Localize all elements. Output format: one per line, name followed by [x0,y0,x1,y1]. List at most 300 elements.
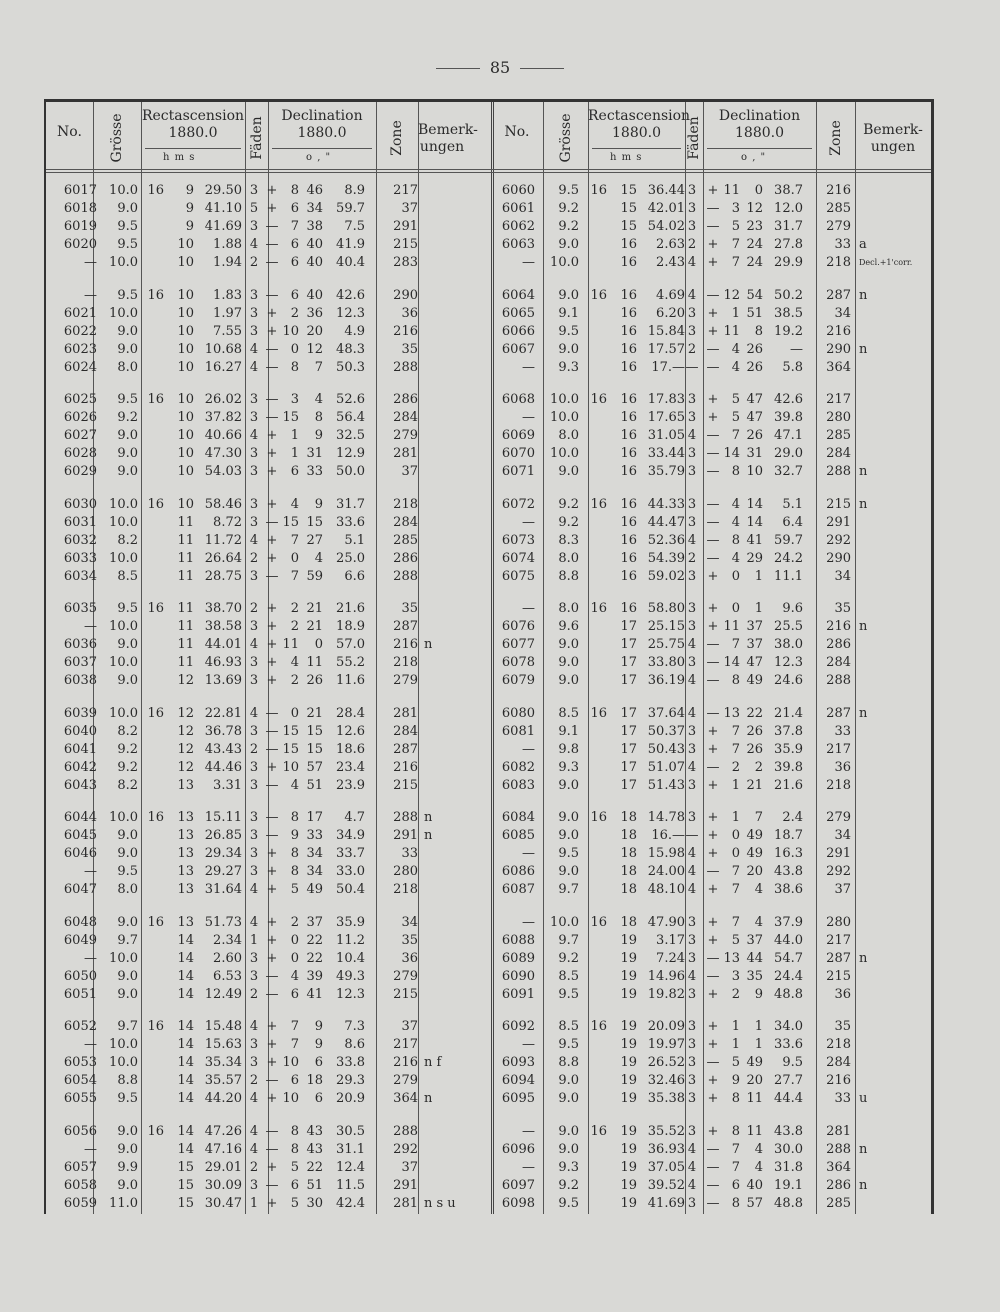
catalog-row [491,636,931,654]
ra-minutes: 14 [177,1091,194,1106]
dec-arcminutes: 31 [746,446,763,461]
dec-degrees: 8 [731,1195,740,1211]
dec-arcminutes: 9 [754,986,763,1002]
ra-seconds: 44.47 [647,514,685,530]
threads-count: 4 [249,705,259,721]
header-faeden: Fäden [686,116,702,160]
ra-minutes: 14 [177,1037,194,1052]
dec-arcminutes: 4 [754,1159,763,1175]
catalog-row [491,550,931,568]
star-number: 6064 [501,287,535,303]
magnitude: 9.5 [117,287,138,303]
zone-number: 37 [401,1159,418,1175]
ra-minutes: 17 [620,759,637,775]
ra-subheader-rule [145,148,241,149]
dec-degrees: 15 [282,741,299,757]
star-number: 6091 [501,986,535,1002]
threads-count: 3 [249,619,259,634]
threads-count: 4 [687,428,697,443]
dec-degrees: 9 [290,828,299,843]
zone-number: 291 [393,219,418,234]
catalog-row [491,618,931,636]
dec-arcminutes: 7 [754,810,763,825]
dec-arcseconds: 42.6 [336,287,365,303]
ra-seconds: 29.50 [204,183,242,198]
dec-arcseconds: 7.5 [344,219,365,234]
zone-number: 281 [393,1195,418,1211]
zone-number: 218 [393,655,418,670]
ra-seconds: 41.69 [647,1195,685,1211]
magnitude: 10.0 [109,550,138,566]
threads-count: 3 [687,568,697,584]
dec-degrees: 0 [290,341,299,357]
dec-sign: — [706,464,720,479]
zone-number: 217 [826,392,851,407]
star-number: 6042 [63,759,97,775]
dec-arcseconds: 19.2 [774,323,803,339]
dec-degrees: 1 [731,810,740,825]
star-number: 6044 [63,810,97,825]
ra-minutes: 10 [177,237,194,252]
star-number: — [84,1141,97,1157]
threads-count: 4 [249,914,259,930]
threads-count: 4 [687,1141,697,1157]
remarks: n [424,1091,433,1106]
ra-minutes: 13 [177,914,194,930]
star-number: 6026 [63,410,97,425]
dec-degrees: 7 [731,1141,740,1157]
ra-seconds: 1.94 [213,255,242,270]
zone-number: 286 [826,1177,851,1193]
dec-arcminutes: 26 [746,359,763,375]
ra-minutes: 11 [177,550,194,566]
dec-sign: + [707,1091,719,1106]
threads-count: 3 [249,950,259,966]
dec-arcseconds: 5.1 [782,496,803,512]
star-number: 6028 [63,446,97,461]
dec-arcminutes: 1 [754,1019,763,1034]
remarks: n [859,619,868,634]
catalog-row [46,514,486,532]
ra-minutes: 10 [177,255,194,270]
catalog-row [46,391,486,409]
ra-minutes: 12 [177,673,194,688]
ra-seconds: 16.— [651,828,685,843]
zone-number: 33 [834,237,851,252]
magnitude: 9.5 [117,601,138,616]
threads-count: — [685,359,699,375]
dec-arcminutes: 1 [754,601,763,616]
star-number: 6061 [501,201,535,216]
dec-arcseconds: 42.4 [336,1195,365,1211]
zone-number: 279 [393,968,418,984]
catalog-row [46,881,486,899]
dec-arcminutes: 36 [306,305,323,321]
catalog-row [46,236,486,254]
star-number: 6040 [63,723,97,739]
zone-number: 292 [826,864,851,879]
magnitude: 9.2 [117,410,138,425]
dec-degrees: 4 [290,496,299,512]
dec-arcseconds: 21.4 [774,705,803,721]
threads-count: 4 [687,287,697,303]
magnitude: 9.5 [558,846,579,861]
dec-sign: + [707,619,719,634]
ra-minutes: 10 [177,305,194,321]
threads-count: 3 [249,446,259,461]
ra-minutes: 16 [620,428,637,443]
star-number: 6024 [63,359,97,375]
star-number: 6072 [501,496,535,512]
dec-arcseconds: 18.6 [336,741,365,757]
dec-sign: + [707,846,719,861]
magnitude: 8.5 [117,568,138,584]
magnitude: 9.0 [558,1091,579,1106]
dec-arcminutes: 37 [306,914,323,930]
ra-minutes: 18 [620,810,637,825]
header-no: No. [57,124,82,140]
zone-number: 217 [826,932,851,948]
dec-degrees: 8 [290,183,299,198]
dec-arcseconds: 12.4 [336,1159,365,1175]
ra-minutes: 10 [177,287,194,303]
ra-minutes: 19 [620,1073,637,1088]
dec-arcminutes: 21 [306,601,323,616]
dec-degrees: 11 [723,619,740,634]
dec-arcseconds: 33.0 [336,864,365,879]
dec-degrees: 6 [290,237,299,252]
ra-minutes: 13 [177,777,194,793]
ra-minutes: 11 [177,514,194,530]
dec-arcseconds: 59.7 [336,201,365,216]
dec-degrees: 9 [731,1073,740,1088]
catalog-row [491,445,931,463]
ra-minutes: 19 [620,1195,637,1211]
ra-seconds: 2.63 [656,237,685,252]
dec-degrees: 13 [723,705,740,721]
dec-arcminutes: 9 [314,428,323,443]
catalog-row [46,218,486,236]
catalog-row [46,759,486,777]
zone-number: 364 [393,1091,418,1106]
dec-sign: + [266,201,278,216]
magnitude: 10.0 [109,619,138,634]
magnitude: 8.8 [558,568,579,584]
star-number: 6065 [501,305,535,321]
dec-sign: — [706,219,720,234]
dec-sign: — [706,359,720,375]
zone-number: 35 [401,601,418,616]
dec-sign: — [706,532,720,548]
catalog-row [46,1123,486,1141]
star-number: 6097 [501,1177,535,1193]
catalog-row [46,532,486,550]
threads-count: 2 [687,550,697,566]
dec-arcminutes: 59 [306,568,323,584]
dec-sign: + [707,777,719,793]
ra-seconds: 47.16 [204,1141,242,1157]
catalog-row [46,809,486,827]
dec-arcseconds: 7.3 [344,1019,365,1034]
zone-number: 291 [393,828,418,843]
magnitude: 9.2 [558,514,579,530]
ra-seconds: 44.46 [204,759,242,775]
star-number: 6060 [501,183,535,198]
dec-degrees: 8 [731,1123,740,1139]
dec-arcminutes: 49 [746,846,763,861]
magnitude: 9.3 [558,359,579,375]
dec-arcseconds: 50.4 [336,882,365,897]
dec-sign: — [265,341,279,357]
zone-number: 215 [826,968,851,984]
zone-number: 36 [834,759,851,775]
dec-arcseconds: 23.9 [336,777,365,793]
ra-seconds: 25.15 [647,619,685,634]
dec-degrees: 6 [290,255,299,270]
dec-degrees: 3 [731,968,740,984]
ra-seconds: 47.90 [647,914,685,930]
zone-number: 284 [826,1055,851,1070]
catalog-row [491,287,931,305]
catalog-row [491,1177,931,1195]
star-number: 6037 [63,655,97,670]
catalog-row [46,568,486,586]
star-number: 6034 [63,568,97,584]
dec-degrees: 7 [290,1019,299,1034]
star-number: 6080 [501,705,535,721]
magnitude: 9.5 [117,864,138,879]
dec-arcseconds: 9.5 [782,1055,803,1070]
ra-hours: 16 [147,914,164,930]
dec-sign: + [266,1159,278,1175]
ra-seconds: 1.88 [213,237,242,252]
star-number: 6027 [63,428,97,443]
ra-minutes: 14 [177,968,194,984]
catalog-row [46,777,486,795]
ra-minutes: 10 [177,341,194,357]
zone-number: 216 [826,619,851,634]
magnitude: 9.0 [117,1123,138,1139]
star-number: 6047 [63,882,97,897]
star-number: 6071 [501,464,535,479]
ra-minutes: 16 [620,550,637,566]
ra-hours: 16 [147,183,164,198]
star-number: 6021 [63,305,97,321]
dec-sign: + [266,673,278,688]
ra-hours: 16 [147,1019,164,1034]
ra-minutes: 10 [177,359,194,375]
magnitude: 8.0 [558,550,579,566]
dec-arcseconds: 48.3 [336,341,365,357]
catalog-row [46,1195,486,1213]
dec-subheader-rule [272,148,372,149]
ra-minutes: 15 [177,1177,194,1193]
ra-seconds: 59.02 [647,568,685,584]
dec-arcseconds: 27.7 [774,1073,803,1088]
catalog-row [491,914,931,932]
catalog-row [46,359,486,377]
ra-seconds: 17.83 [647,392,685,407]
dec-arcseconds: 38.6 [774,882,803,897]
threads-count: 3 [249,759,259,775]
dec-degrees: 5 [731,410,740,425]
star-number: — [84,864,97,879]
ra-seconds: 8.72 [213,514,242,530]
threads-count: 4 [249,428,259,443]
dec-arcminutes: 9 [314,496,323,512]
zone-number: 288 [393,568,418,584]
dec-degrees: 1 [290,428,299,443]
magnitude: 10.0 [109,305,138,321]
catalog-row [46,986,486,1004]
ra-minutes: 17 [620,777,637,793]
catalog-row [491,1036,931,1054]
star-number: — [522,1037,535,1052]
threads-count: 3 [687,219,697,234]
dec-degrees: 5 [731,1055,740,1070]
zone-number: 34 [834,568,851,584]
header-ra-units: h m s [610,152,643,163]
ra-hours: 16 [147,601,164,616]
star-number: 6088 [501,932,535,948]
magnitude: 9.0 [117,1177,138,1193]
ra-minutes: 10 [177,410,194,425]
ra-minutes: 12 [177,723,194,739]
ra-minutes: 16 [620,446,637,461]
dec-arcseconds: 49.3 [336,968,365,984]
dec-sign: — [265,1123,279,1139]
dec-degrees: 4 [731,341,740,357]
magnitude: 9.0 [558,673,579,688]
catalog-row [491,236,931,254]
star-number: 6035 [63,601,97,616]
ra-seconds: 31.05 [647,428,685,443]
dec-arcseconds: 4.7 [344,810,365,825]
dec-sign: — [706,287,720,303]
star-number: 6058 [63,1177,97,1193]
dec-degrees: 1 [290,446,299,461]
dec-sign: + [707,392,719,407]
dec-arcseconds: 39.8 [774,410,803,425]
dec-degrees: 5 [290,1159,299,1175]
ra-minutes: 19 [620,1037,637,1052]
dec-sign: — [706,550,720,566]
zone-number: 216 [393,323,418,339]
magnitude: 8.0 [117,359,138,375]
zone-number: 281 [826,1123,851,1139]
ra-seconds: 29.27 [204,864,242,879]
dec-sign: + [707,1073,719,1088]
dec-sign: + [266,1195,278,1211]
dec-degrees: 6 [290,1073,299,1088]
header-declination: Declination [281,108,363,124]
catalog-row [46,932,486,950]
dec-sign: + [266,950,278,966]
dec-degrees: 2 [290,914,299,930]
threads-count: 4 [687,673,697,688]
dec-arcseconds: 39.8 [774,759,803,775]
dec-degrees: 8 [290,846,299,861]
dec-arcseconds: 37.8 [774,723,803,739]
dec-sign: + [266,882,278,897]
star-number: 6077 [501,637,535,652]
star-number: 6089 [501,950,535,966]
threads-count: 1 [249,932,259,948]
dec-sign: — [265,828,279,843]
ra-hours: 16 [590,496,607,512]
star-number: — [522,741,535,757]
zone-number: 34 [401,914,418,930]
ra-seconds: 50.43 [647,741,685,757]
catalog-row [46,305,486,323]
catalog-row [491,968,931,986]
catalog-row [491,845,931,863]
ra-minutes: 16 [620,237,637,252]
star-number: 6019 [63,219,97,234]
dec-arcminutes: 4 [754,882,763,897]
ra-minutes: 11 [177,601,194,616]
dec-arcminutes: 40 [306,287,323,303]
dec-arcminutes: 8 [754,323,763,339]
magnitude: 9.5 [558,323,579,339]
dec-arcminutes: 34 [306,846,323,861]
dec-sign: — [706,1177,720,1193]
ra-seconds: 44.20 [204,1091,242,1106]
dec-arcminutes: 11 [746,1123,763,1139]
threads-count: 4 [687,532,697,548]
zone-number: 288 [826,673,851,688]
ra-seconds: 58.46 [204,496,242,512]
dec-arcminutes: 20 [306,323,323,339]
dec-degrees: 2 [290,673,299,688]
catalog-row [491,568,931,586]
threads-count: 4 [687,846,697,861]
dec-arcminutes: 49 [746,673,763,688]
dec-arcminutes: 29 [746,550,763,566]
catalog-row [491,463,931,481]
dec-sign: + [266,864,278,879]
magnitude: 9.7 [558,882,579,897]
ra-hours: 16 [590,1019,607,1034]
ra-minutes: 17 [620,723,637,739]
dec-degrees: 8 [290,359,299,375]
dec-arcseconds: 12.0 [774,201,803,216]
ra-seconds: 15.11 [204,810,242,825]
dec-arcminutes: 30 [306,1195,323,1211]
dec-degrees: 15 [282,723,299,739]
magnitude: 9.1 [558,723,579,739]
magnitude: 8.2 [117,777,138,793]
dec-sign: + [707,932,719,948]
dec-sign: + [266,305,278,321]
header-rule-bottom [46,172,491,173]
dec-degrees: 10 [282,323,299,339]
magnitude: 8.2 [117,532,138,548]
zone-number: 281 [393,446,418,461]
dec-sign: + [707,1037,719,1052]
ra-hours: 16 [590,601,607,616]
magnitude: 9.5 [117,1091,138,1106]
threads-count: 3 [249,655,259,670]
dec-sign: + [707,255,719,270]
header-dec-units: o , " [306,152,332,163]
ra-minutes: 14 [177,1055,194,1070]
threads-count: 3 [249,1055,259,1070]
dec-arcminutes: 51 [306,1177,323,1193]
dec-arcseconds: 18.9 [336,619,365,634]
ra-seconds: 36.78 [204,723,242,739]
ra-hours: 16 [147,496,164,512]
